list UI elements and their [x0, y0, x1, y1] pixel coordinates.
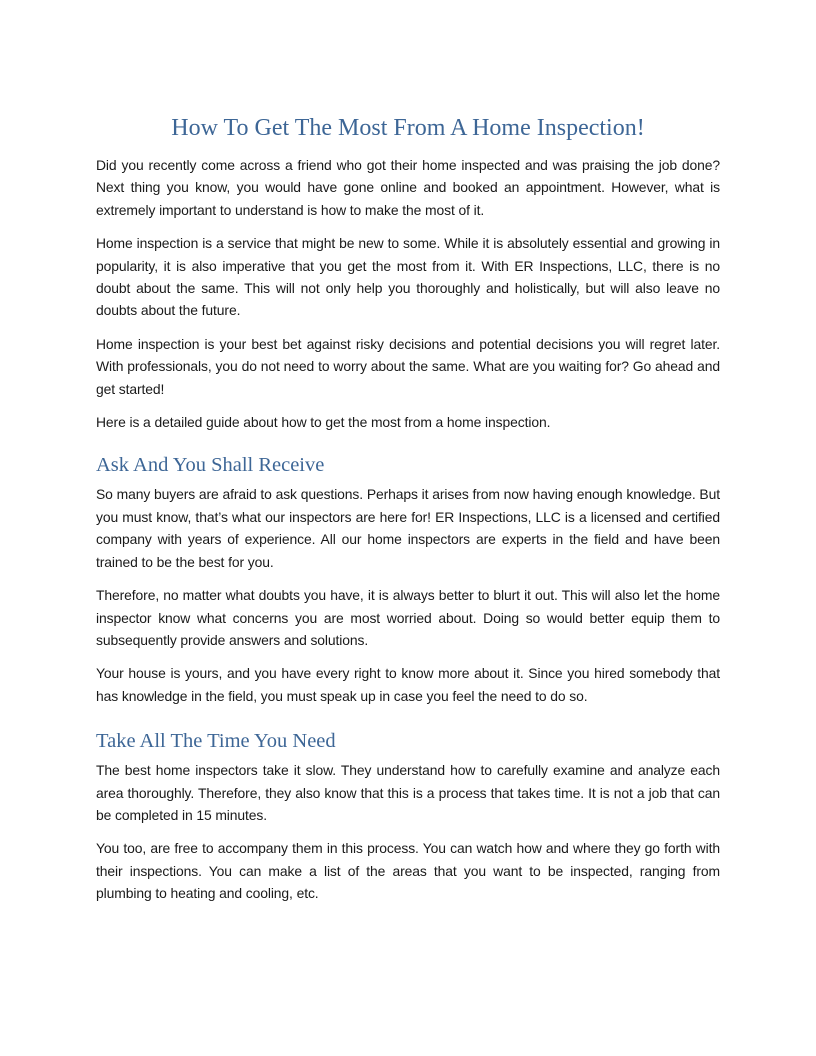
section-heading: Take All The Time You Need	[96, 730, 336, 753]
section-paragraph: The best home inspectors take it slow. They understand how to carefully examine and analyze each area thoroughly. Therefore, they also know that this is a process that takes time. It is not a job that can be completed in 15 minutes.	[96, 762, 720, 823]
section-ask-and-receive	[96, 451, 720, 707]
section-paragraph: Therefore, no matter what doubts you have, it is always better to blurt it out. This will also let the home inspector know what concerns you are most worried about. Doing so would better equip them to subsequently provide answers and solutions.	[96, 587, 720, 648]
section-paragraph: You too, are free to accompany them in this process. You can watch how and where they go forth with their inspections. You can make a list of the areas that you want to be inspected, ranging from plumbing to heating and cooling, etc.	[96, 840, 720, 902]
section-paragraph: Your house is yours, and you have every right to know more about it. Since you hired somebody that has knowledge in the field, you must speak up in case you feel the need to do so.	[96, 665, 720, 704]
intro-paragraph-4: Here is a detailed guide about how to get the most from a home inspection.	[96, 414, 551, 431]
section-heading: Ask And You Shall Receive	[96, 454, 325, 477]
section-paragraph: So many buyers are afraid to ask questions. Perhaps it arises from now having enough knowledge. But you must know, that’s what our inspectors are here for! ER Inspections, LLC is a licensed and certified company with years of experience. All our home inspectors are experts in the field and have been trained to be the best for you.	[96, 486, 720, 570]
intro-section	[96, 154, 720, 433]
document-page	[96, 112, 720, 916]
intro-paragraph-1: Did you recently come across a friend who got their home inspected and was praising the job done? Next thing you know, you would have gone online and booked an appointment. However, what is extremely important to understand is how to make the most of it.	[96, 157, 720, 218]
section-take-time	[96, 727, 720, 904]
page-title: How To Get The Most From A Home Inspection!	[171, 115, 645, 141]
intro-paragraph-2: Home inspection is a service that might be new to some. While it is absolutely essential and growing in popularity, it is also imperative that you get the most from it. With ER Inspections, LLC, there is no doubt about the same. This will not only help you thoroughly and holistically, but will also leave no doubts about the future.	[96, 235, 720, 319]
intro-paragraph-3: Home inspection is your best bet against risky decisions and potential decisions you will regret later. With professionals, you do not need to worry about the same. What are you waiting for? Go ahead and get started!	[96, 335, 720, 397]
